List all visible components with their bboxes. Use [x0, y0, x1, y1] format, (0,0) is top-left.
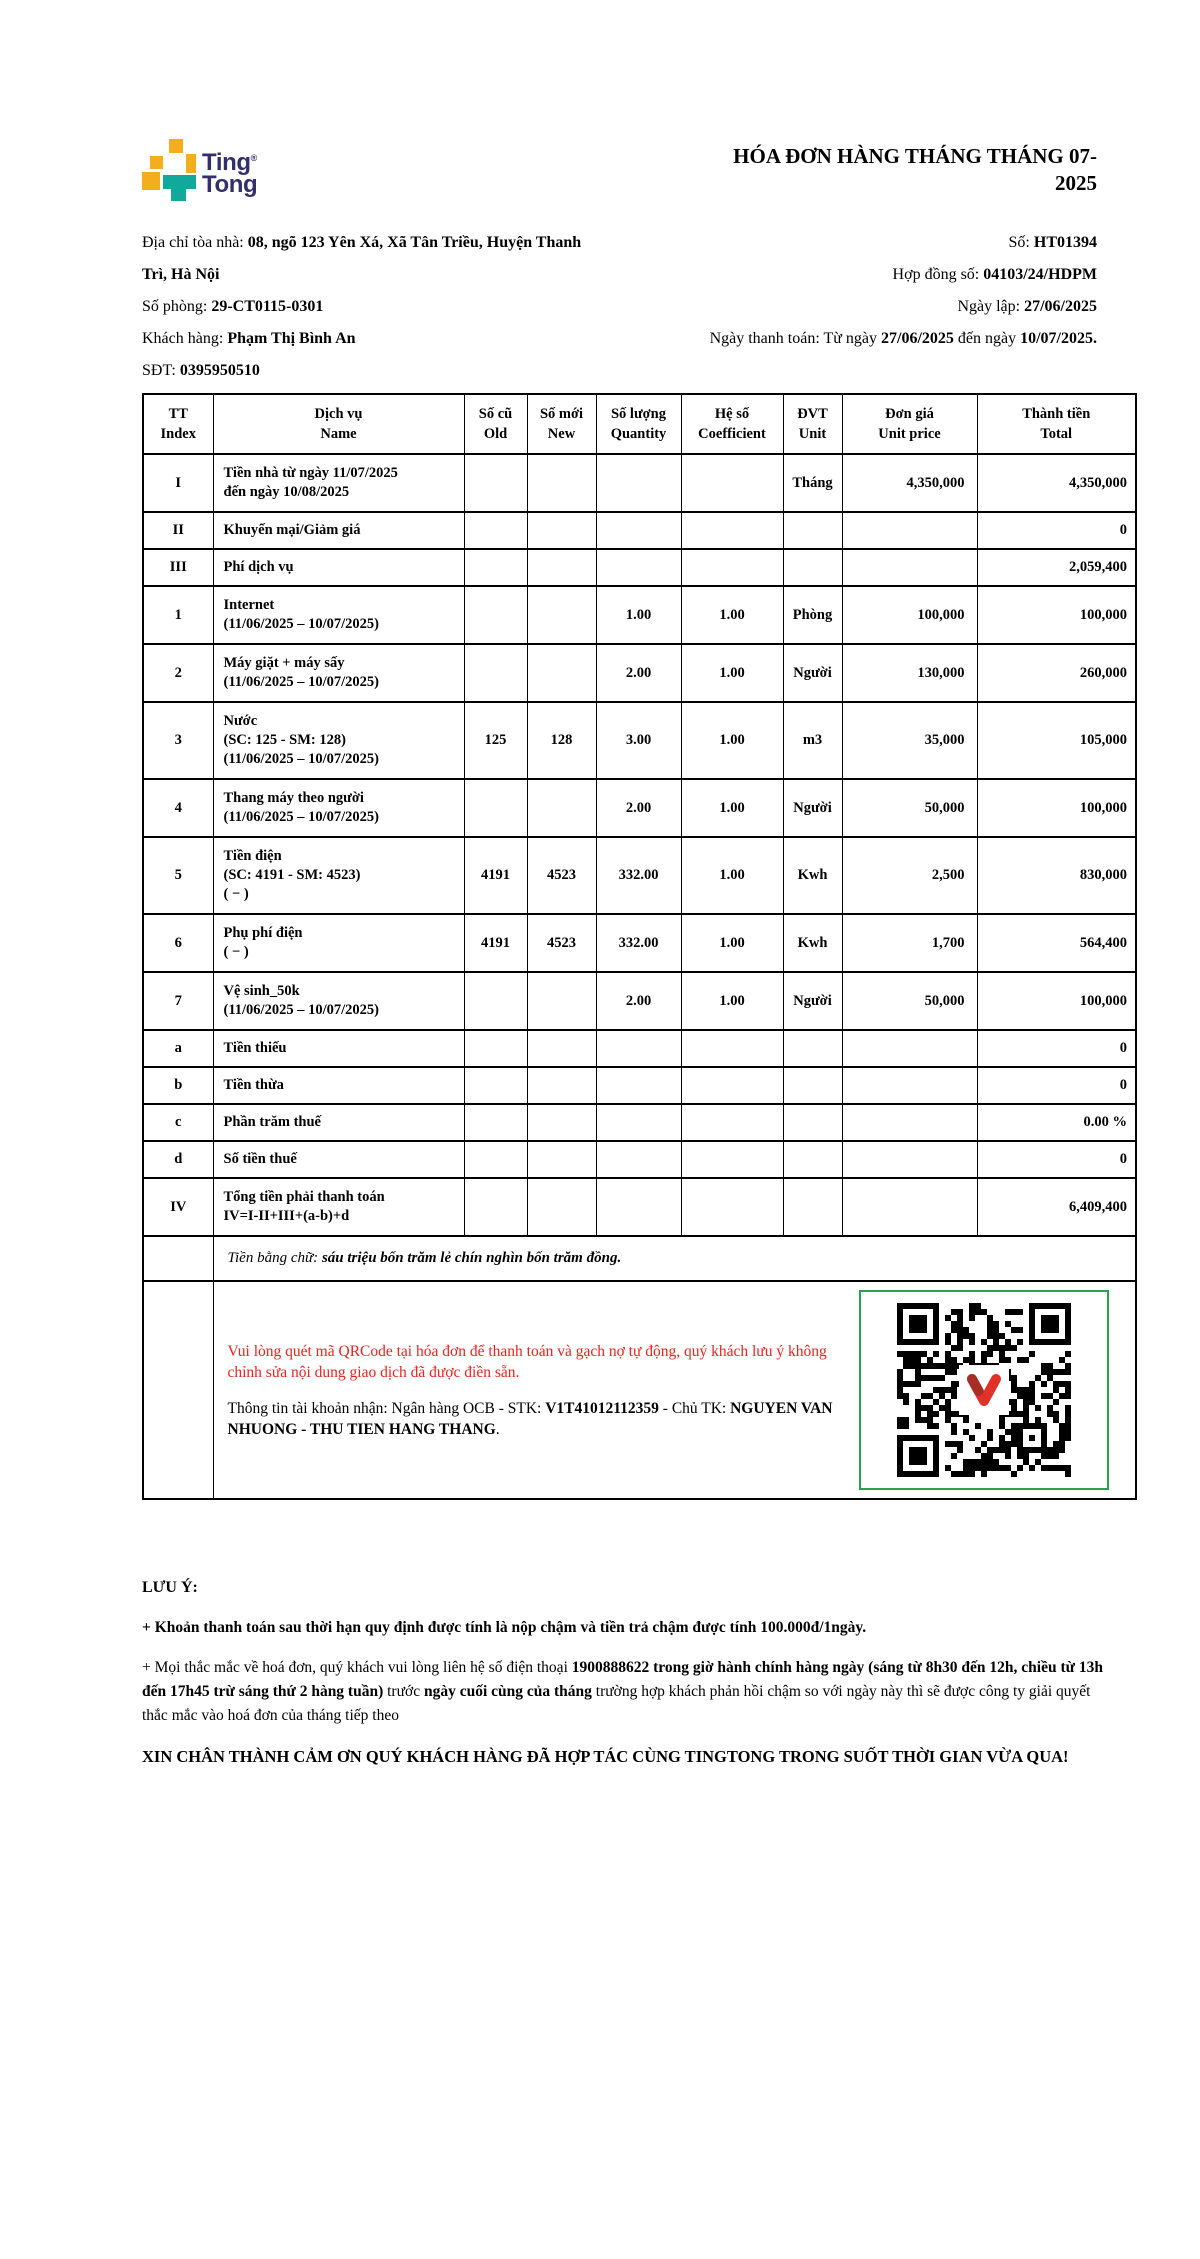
- table-cell: 50,000: [842, 779, 977, 837]
- hotline-note: + Mọi thắc mắc về hoá đơn, quý khách vui lòng liên hệ số điện thoại 1900888622 trong giờ hành chính hàng ngày (sáng từ 8h30 đến 12h, chiều từ 13h đến 17h45 trừ sáng thứ 2 hàng tuần) trước ngày cuối cùng của tháng trường hợp khách phản hồi chậm so với ngày này thì sẽ được công ty giải quyết thắc mắc vào hoá đơn của tháng tiếp theo: [142, 1659, 1103, 1724]
- room-number: Số phòng: 29-CT0115-0301: [142, 298, 324, 315]
- table-cell: [842, 1067, 977, 1104]
- table-cell: 3: [143, 702, 213, 779]
- table-cell: 0: [977, 1141, 1136, 1178]
- table-cell: [842, 1141, 977, 1178]
- table-cell: [596, 1067, 681, 1104]
- table-row: [143, 454, 1136, 512]
- table-cell: Tiền nhà từ ngày 11/07/2025 đến ngày 10/08/2025: [213, 454, 464, 512]
- table-cell: [596, 549, 681, 586]
- table-cell: [842, 1104, 977, 1141]
- table-cell: 332.00: [596, 837, 681, 914]
- column-header: Số mới New: [527, 394, 596, 454]
- table-cell: 0: [977, 512, 1136, 549]
- table-cell: Kwh: [783, 837, 842, 914]
- issue-date: Ngày lập: 27/06/2025: [957, 298, 1097, 315]
- table-row: [143, 837, 1136, 914]
- table-cell: 100,000: [977, 586, 1136, 644]
- table-cell: 130,000: [842, 644, 977, 702]
- qr-payment-note: Vui lòng quét mã QRCode tại hóa đơn để thanh toán và gạch nợ tự động, quý khách lưu ý không chỉnh sửa nội dung giao dịch đã được điền sẵn.: [227, 1342, 827, 1381]
- table-cell: [527, 454, 596, 512]
- table-cell: [464, 586, 527, 644]
- qr-section: [213, 1281, 1136, 1499]
- table-cell: [842, 549, 977, 586]
- table-cell: [681, 1067, 783, 1104]
- table-cell: Người: [783, 972, 842, 1030]
- table-cell: Tiền thừa: [213, 1067, 464, 1104]
- table-cell: [596, 512, 681, 549]
- table-cell: II: [143, 512, 213, 549]
- table-cell: [527, 1067, 596, 1104]
- table-cell: 4191: [464, 914, 527, 972]
- table-cell: 35,000: [842, 702, 977, 779]
- table-cell: 7: [143, 972, 213, 1030]
- service-table: [142, 393, 1137, 1500]
- table-cell: Internet (11/06/2025 – 10/07/2025): [213, 586, 464, 644]
- table-cell: Tổng tiền phải thanh toán IV=I-II+III+(a-b)+d: [213, 1178, 464, 1236]
- table-cell: [527, 1030, 596, 1067]
- table-cell: Thang máy theo người (11/06/2025 – 10/07/2025): [213, 779, 464, 837]
- registered-trademark-icon: ®: [250, 153, 257, 163]
- column-header: Đơn giá Unit price: [842, 394, 977, 454]
- table-cell: 1.00: [596, 586, 681, 644]
- table-cell: [681, 454, 783, 512]
- invoice-info-left: [142, 227, 662, 387]
- empty-cell: [143, 1236, 213, 1281]
- table-row: [143, 1178, 1136, 1236]
- service-table-body: [143, 454, 1136, 1236]
- table-cell: 2: [143, 644, 213, 702]
- table-cell: [783, 1067, 842, 1104]
- table-cell: [527, 1178, 596, 1236]
- table-cell: [464, 1141, 527, 1178]
- table-row: [143, 512, 1136, 549]
- table-cell: [527, 512, 596, 549]
- table-cell: [842, 1030, 977, 1067]
- table-cell: b: [143, 1067, 213, 1104]
- thank-you-note: XIN CHÂN THÀNH CẢM ƠN QUÝ KHÁCH HÀNG ĐÃ HỢP TÁC CÙNG TINGTONG TRONG SUỐT THỜI GIAN VỪA QUA!: [142, 1747, 1069, 1766]
- column-header: Hệ số Coefficient: [681, 394, 783, 454]
- table-cell: 2,059,400: [977, 549, 1136, 586]
- payment-period: Ngày thanh toán: Từ ngày 27/06/2025 đến ngày 10/07/2025.: [709, 330, 1097, 347]
- table-cell: 332.00: [596, 914, 681, 972]
- table-cell: [681, 1141, 783, 1178]
- qr-code: [859, 1290, 1109, 1490]
- qr-instructions: [214, 1327, 860, 1454]
- table-cell: Người: [783, 779, 842, 837]
- table-cell: 1.00: [681, 914, 783, 972]
- contract-number: Hợp đồng số: 04103/24/HDPM: [892, 266, 1097, 283]
- table-cell: [527, 1141, 596, 1178]
- table-cell: [596, 1141, 681, 1178]
- table-cell: 100,000: [977, 779, 1136, 837]
- table-row: [143, 779, 1136, 837]
- table-row: [143, 549, 1136, 586]
- table-cell: 100,000: [842, 586, 977, 644]
- table-cell: 4: [143, 779, 213, 837]
- table-cell: 1.00: [681, 837, 783, 914]
- table-row: [143, 644, 1136, 702]
- table-cell: [783, 1178, 842, 1236]
- table-cell: 260,000: [977, 644, 1136, 702]
- table-cell: [596, 454, 681, 512]
- building-address-line-1: Địa chỉ tòa nhà: 08, ngõ 123 Yên Xá, Xã Tân Triều, Huyện Thanh: [142, 234, 582, 251]
- table-cell: 6: [143, 914, 213, 972]
- table-cell: [527, 549, 596, 586]
- table-cell: 2.00: [596, 972, 681, 1030]
- table-cell: [681, 549, 783, 586]
- table-cell: 50,000: [842, 972, 977, 1030]
- invoice-header: [142, 139, 1097, 201]
- table-cell: Vệ sinh_50k (11/06/2025 – 10/07/2025): [213, 972, 464, 1030]
- amount-in-words-row: [143, 1236, 1136, 1281]
- table-cell: Phòng: [783, 586, 842, 644]
- empty-cell: [143, 1281, 213, 1499]
- table-cell: [464, 1104, 527, 1141]
- table-row: [143, 586, 1136, 644]
- page-title: [667, 143, 1097, 201]
- table-cell: Phần trăm thuế: [213, 1104, 464, 1141]
- table-cell: 100,000: [977, 972, 1136, 1030]
- table-cell: 1.00: [681, 702, 783, 779]
- table-cell: [842, 1178, 977, 1236]
- logo-word-tong: Tong: [202, 171, 258, 198]
- bank-account-info: Thông tin tài khoản nhận: Ngân hàng OCB - STK: V1T41012112359 - Chủ TK: NGUYEN VAN NHUONG - THU TIEN HANG THANG.: [227, 1399, 833, 1438]
- amount-in-words: Tiền bằng chữ: sáu triệu bốn trăm lẻ chín nghìn bốn trăm đồng.: [213, 1236, 1136, 1281]
- customer-name: Khách hàng: Phạm Thị Bình An: [142, 330, 356, 347]
- table-cell: Người: [783, 644, 842, 702]
- table-cell: [783, 512, 842, 549]
- table-cell: 4,350,000: [842, 454, 977, 512]
- table-cell: [681, 512, 783, 549]
- table-cell: 1: [143, 586, 213, 644]
- qr-v-logo-icon: [959, 1365, 1009, 1415]
- table-row: [143, 1030, 1136, 1067]
- table-cell: 4523: [527, 914, 596, 972]
- table-cell: [681, 1178, 783, 1236]
- table-cell: 1,700: [842, 914, 977, 972]
- table-cell: 6,409,400: [977, 1178, 1136, 1236]
- table-cell: [527, 586, 596, 644]
- footer-notes: [142, 1576, 1105, 1769]
- table-cell: 1.00: [681, 644, 783, 702]
- table-row: [143, 1067, 1136, 1104]
- building-address-line-2: Trì, Hà Nội: [142, 266, 220, 283]
- page-title-line-1: HÓA ĐƠN HÀNG THÁNG THÁNG 07-: [733, 144, 1097, 168]
- table-cell: 5: [143, 837, 213, 914]
- invoice-info: [142, 227, 1097, 387]
- table-cell: [464, 454, 527, 512]
- invoice-content: [142, 0, 1135, 1769]
- qr-row: [143, 1281, 1136, 1499]
- table-cell: [464, 779, 527, 837]
- table-cell: Tiền điện (SC: 4191 - SM: 4523) ( − ): [213, 837, 464, 914]
- table-cell: [783, 1104, 842, 1141]
- table-cell: [527, 644, 596, 702]
- table-cell: [527, 1104, 596, 1141]
- table-cell: Tiền thiếu: [213, 1030, 464, 1067]
- table-cell: 0: [977, 1067, 1136, 1104]
- invoice-info-right: [667, 227, 1097, 387]
- column-header: Số cũ Old: [464, 394, 527, 454]
- table-cell: [527, 972, 596, 1030]
- table-cell: c: [143, 1104, 213, 1141]
- table-cell: [464, 644, 527, 702]
- page-title-line-2: 2025: [1055, 171, 1097, 195]
- table-cell: [464, 1067, 527, 1104]
- table-cell: [596, 1030, 681, 1067]
- table-cell: Phí dịch vụ: [213, 549, 464, 586]
- table-cell: 830,000: [977, 837, 1136, 914]
- service-table-header-row: [143, 394, 1136, 454]
- table-cell: 125: [464, 702, 527, 779]
- table-cell: 2,500: [842, 837, 977, 914]
- column-header: TT Index: [143, 394, 213, 454]
- table-cell: [783, 1030, 842, 1067]
- table-cell: I: [143, 454, 213, 512]
- table-cell: [464, 972, 527, 1030]
- table-cell: 4,350,000: [977, 454, 1136, 512]
- tingtong-logo: [142, 139, 257, 201]
- table-cell: 0: [977, 1030, 1136, 1067]
- table-cell: 4191: [464, 837, 527, 914]
- table-cell: 1.00: [681, 779, 783, 837]
- table-cell: IV: [143, 1178, 213, 1236]
- table-cell: 1.00: [681, 586, 783, 644]
- table-cell: 1.00: [681, 972, 783, 1030]
- column-header: Số lượng Quantity: [596, 394, 681, 454]
- table-cell: Phụ phí điện ( − ): [213, 914, 464, 972]
- table-cell: a: [143, 1030, 213, 1067]
- table-cell: [596, 1104, 681, 1141]
- table-cell: [596, 1178, 681, 1236]
- table-cell: [464, 1030, 527, 1067]
- table-cell: 0.00 %: [977, 1104, 1136, 1141]
- tingtong-logo-icon: [142, 139, 196, 201]
- table-cell: III: [143, 549, 213, 586]
- table-cell: [842, 512, 977, 549]
- table-cell: d: [143, 1141, 213, 1178]
- table-cell: 564,400: [977, 914, 1136, 972]
- table-cell: [783, 549, 842, 586]
- table-cell: Kwh: [783, 914, 842, 972]
- column-header: ĐVT Unit: [783, 394, 842, 454]
- table-cell: 128: [527, 702, 596, 779]
- table-cell: [464, 1178, 527, 1236]
- table-cell: Tháng: [783, 454, 842, 512]
- table-cell: Máy giặt + máy sấy (11/06/2025 – 10/07/2025): [213, 644, 464, 702]
- table-cell: [681, 1030, 783, 1067]
- table-cell: [681, 1104, 783, 1141]
- table-row: [143, 1141, 1136, 1178]
- table-cell: 2.00: [596, 644, 681, 702]
- customer-phone: SĐT: 0395950510: [142, 362, 260, 379]
- table-row: [143, 972, 1136, 1030]
- table-cell: 2.00: [596, 779, 681, 837]
- table-row: [143, 914, 1136, 972]
- table-row: [143, 702, 1136, 779]
- table-cell: [527, 779, 596, 837]
- table-row: [143, 1104, 1136, 1141]
- table-cell: [464, 549, 527, 586]
- table-cell: 4523: [527, 837, 596, 914]
- table-cell: 3.00: [596, 702, 681, 779]
- logo-word-ting: Ting: [202, 149, 251, 176]
- table-cell: Nước (SC: 125 - SM: 128) (11/06/2025 – 10/07/2025): [213, 702, 464, 779]
- column-header: Dịch vụ Name: [213, 394, 464, 454]
- table-cell: [783, 1141, 842, 1178]
- column-header: Thành tiền Total: [977, 394, 1136, 454]
- notes-title: LƯU Ý:: [142, 1579, 198, 1596]
- table-cell: Số tiền thuế: [213, 1141, 464, 1178]
- late-payment-note: + Khoản thanh toán sau thời hạn quy định được tính là nộp chậm và tiền trả chậm được tính 100.000đ/1ngày.: [142, 1619, 867, 1636]
- tingtong-logo-text: [202, 147, 257, 196]
- invoice-number: Số: HT01394: [1008, 234, 1097, 251]
- table-cell: Khuyến mại/Giảm giá: [213, 512, 464, 549]
- table-cell: [464, 512, 527, 549]
- table-cell: m3: [783, 702, 842, 779]
- table-cell: 105,000: [977, 702, 1136, 779]
